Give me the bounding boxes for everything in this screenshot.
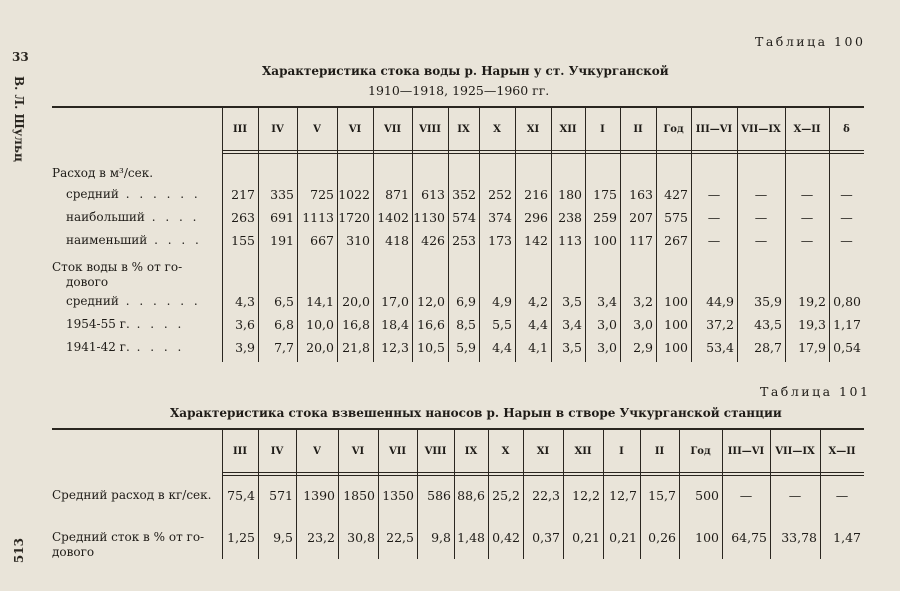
table-100-cell: —	[840, 233, 853, 248]
table-100-cell: 17,0	[381, 294, 409, 309]
table-100-cell: 19,2	[798, 294, 826, 309]
table-101-cell: 0,26	[648, 530, 676, 545]
table-101-cell: 25,2	[492, 488, 520, 503]
table-100-cell: 259	[593, 210, 617, 225]
table-100-cell: 217	[231, 187, 255, 202]
table-100-cell: 3,5	[562, 340, 582, 355]
table-101-cell: —	[739, 488, 753, 503]
table-100-title: Характеристика стока воды р. Нарын у ст. Учкурганской	[262, 64, 669, 78]
table-101-cell: —	[835, 488, 849, 503]
table-101-column-header: Год	[690, 446, 711, 457]
table-100-cell: 6,9	[456, 294, 476, 309]
table-100-cell: 253	[452, 233, 476, 248]
table-100-cell: 352	[452, 187, 476, 202]
table-101-column-header: III	[232, 446, 248, 457]
table-100-cell: 871	[385, 187, 409, 202]
table-100-top-rule	[52, 106, 864, 108]
table-101-cell: 88,6	[457, 488, 485, 503]
table-100-row-label	[66, 210, 199, 224]
table-100-cell: 216	[524, 187, 548, 202]
table-100-column-header: V	[313, 124, 321, 135]
table-100-cell: 1022	[338, 187, 370, 202]
table-100-cell: 725	[310, 187, 334, 202]
table-100-group-label-runoff: Сток воды в % от го-	[52, 260, 183, 274]
table-101-row-label-cont: дового	[52, 545, 95, 559]
table-101-cell: 12,2	[572, 488, 600, 503]
table-100-cell: 12,3	[381, 340, 409, 355]
table-100-cell: 20,0	[342, 294, 370, 309]
table-101-cell: 30,8	[347, 530, 375, 545]
table-101-header-rule	[222, 472, 864, 476]
table-100-row-label	[66, 294, 201, 308]
table-100-cell: —	[800, 233, 814, 248]
table-101-cell: 75,4	[227, 488, 255, 503]
table-101-column-header: I	[619, 446, 624, 457]
table-101-top-rule	[52, 428, 864, 430]
table-100-cell: 5,9	[456, 340, 476, 355]
table-100-column-header: II	[633, 124, 643, 135]
table-100-cell: 155	[231, 233, 255, 248]
table-101-column-header: VII—IX	[775, 446, 815, 457]
table-100-group-label-runoff-2: дового	[66, 275, 109, 289]
table-100-cell: 2,9	[633, 340, 653, 355]
table-100-cell: 3,0	[597, 340, 617, 355]
table-101-column-header: VI	[351, 446, 365, 457]
table-100-cell: —	[754, 210, 768, 225]
table-100-cell: 3,0	[633, 317, 653, 332]
table-101-column-header: V	[313, 446, 321, 457]
row-label-leader-dots: . . . . . .	[118, 294, 201, 308]
table-101-column-header: XI	[536, 446, 550, 457]
table-100-cell: 6,5	[274, 294, 294, 309]
table-100-header-rule	[222, 150, 864, 154]
table-100-cell: 6,8	[274, 317, 294, 332]
row-label-leader-dots: . . . . . .	[118, 187, 201, 201]
table-100-column-header: III—VI	[695, 124, 733, 135]
table-100-subtitle: 1910—1918, 1925—1960 гг.	[368, 83, 550, 98]
table-100-cell: 12,0	[417, 294, 445, 309]
table-101-cell: 500	[695, 488, 719, 503]
table-101-cell: 100	[695, 530, 719, 545]
table-100-row-label	[66, 187, 201, 201]
table-100-cell: 14,1	[306, 294, 334, 309]
table-101-column-header: III—VI	[727, 446, 765, 457]
table-100-cell: 16,6	[417, 317, 445, 332]
table-100-cell: 3,2	[633, 294, 653, 309]
table-100-cell: 37,2	[706, 317, 734, 332]
table-100-column-header: X—II	[793, 124, 821, 135]
table-100-cell: 113	[558, 233, 582, 248]
table-100-column-header: I	[600, 124, 605, 135]
table-100-cell: 100	[664, 340, 688, 355]
row-label-text: наибольший	[66, 210, 145, 224]
table-101-column-header: VII	[388, 446, 407, 457]
table-100-cell: 175	[593, 187, 617, 202]
table-101-cell: 586	[427, 488, 451, 503]
row-label-text: 1954-55 г.	[66, 317, 130, 331]
table-100-row-label	[66, 317, 184, 331]
row-label-text: средний	[66, 294, 119, 308]
table-100-cell: 100	[664, 294, 688, 309]
table-100-cell: 10,0	[306, 317, 334, 332]
table-100-cell: 43,5	[754, 317, 782, 332]
table-101-cell: 1850	[343, 488, 375, 503]
table-101-cell: 571	[269, 488, 293, 503]
table-100-row-label	[66, 233, 202, 247]
table-100-cell: 1402	[377, 210, 409, 225]
table-100-column-header: XI	[526, 124, 540, 135]
table-100-cell: 207	[629, 210, 653, 225]
table-100-cell: 100	[593, 233, 617, 248]
table-100-cell: 4,4	[492, 340, 512, 355]
table-100-column-header: IX	[457, 124, 470, 135]
table-101-cell: 1,25	[227, 530, 255, 545]
table-100-cell: 20,0	[306, 340, 334, 355]
table-101-cell: 0,21	[572, 530, 600, 545]
table-100-cell: 296	[524, 210, 548, 225]
table-100-cell: 4,3	[235, 294, 255, 309]
table-100-cell: 0,80	[833, 294, 861, 309]
table-100-column-header: Год	[663, 124, 684, 135]
table-100-cell: —	[707, 187, 721, 202]
table-100-cell: 16,8	[342, 317, 370, 332]
table-101-cell: 12,7	[609, 488, 637, 503]
table-100-cell: 117	[629, 233, 653, 248]
table-100-cell: 335	[270, 187, 294, 202]
table-100-column-header: III	[232, 124, 248, 135]
table-100-cell: 191	[270, 233, 294, 248]
table-101-cell: 22,3	[532, 488, 560, 503]
table-100-cell: 691	[270, 210, 294, 225]
table-100-cell: 267	[664, 233, 688, 248]
table-100-cell: —	[840, 187, 853, 202]
row-label-text: наименьший	[66, 233, 148, 247]
table-100-cell: 4,1	[528, 340, 548, 355]
table-100-cell: 3,4	[562, 317, 582, 332]
table-101-column-header: IV	[270, 446, 284, 457]
table-100-column-header: VI	[348, 124, 362, 135]
table-100-cell: 8,5	[456, 317, 476, 332]
table-101-cell: 0,37	[532, 530, 560, 545]
table-100-cell: 100	[664, 317, 688, 332]
table-100-cell: 575	[664, 210, 688, 225]
table-100-cell: 310	[346, 233, 370, 248]
table-100-cell: 238	[558, 210, 582, 225]
table-100-cell: 10,5	[417, 340, 445, 355]
table-100-cell: 173	[488, 233, 512, 248]
table-100-column-header: IV	[271, 124, 284, 135]
table-100-caption: Таблица 100	[755, 34, 866, 49]
table-100-cell: 3,0	[597, 317, 617, 332]
table-100-cell: 1130	[413, 210, 445, 225]
table-100-cell: 4,2	[528, 294, 548, 309]
table-100-cell: —	[707, 210, 721, 225]
table-100-cell: 5,5	[492, 317, 512, 332]
table-100-column-header: VII—IX	[741, 124, 781, 135]
table-100-cell: 1720	[338, 210, 370, 225]
row-label-leader-dots: . . . .	[147, 233, 202, 247]
table-100-cell: 613	[421, 187, 445, 202]
author-running-head: В. Л. Шульц	[12, 76, 26, 162]
table-100-cell: 163	[629, 187, 653, 202]
table-101-cell: 9,5	[273, 530, 293, 545]
table-100-cell: 53,4	[706, 340, 734, 355]
table-100-column-header: VIII	[419, 124, 441, 135]
table-100-cell: 418	[385, 233, 409, 248]
table-100-cell: 1113	[302, 210, 334, 225]
row-label-leader-dots: . . . .	[144, 210, 200, 224]
table-100-cell: 4,9	[492, 294, 512, 309]
table-101-column-header: X	[501, 446, 510, 457]
table-100-cell: 574	[452, 210, 476, 225]
table-101-cell: 22,5	[386, 530, 414, 545]
table-101-row-label: Средний сток в % от го-	[52, 530, 205, 544]
table-100-cell: 19,3	[798, 317, 826, 332]
table-100-cell: 35,9	[754, 294, 782, 309]
table-101-column-header: VIII	[424, 446, 447, 457]
table-100-group-label-discharge: Расход в м³/сек.	[52, 166, 154, 180]
table-100-column-header: XII	[559, 124, 577, 135]
table-101-title: Характеристика стока взвешенных наносов р. Нарын в створе Учкурганской станции	[170, 406, 782, 420]
page-number-bottom: 513	[12, 538, 26, 564]
table-100-cell: —	[754, 233, 768, 248]
table-100-cell: 3,9	[235, 340, 255, 355]
table-100-cell: 180	[558, 187, 582, 202]
table-100-row-label	[66, 340, 184, 354]
table-100-cell: 263	[231, 210, 255, 225]
row-label-text: средний	[66, 187, 119, 201]
table-100-cell: —	[800, 187, 814, 202]
page-number-top: 33	[12, 50, 29, 64]
table-101-cell: 0,42	[492, 530, 520, 545]
table-100-cell: 44,9	[706, 294, 734, 309]
table-100-cell: 17,9	[798, 340, 826, 355]
table-101-cell: 1,48	[457, 530, 485, 545]
table-101-cell: 64,75	[731, 530, 767, 545]
table-100-cell: —	[840, 210, 853, 225]
table-101-row-label: Средний расход в кг/сек.	[52, 488, 212, 502]
table-100-cell: —	[800, 210, 814, 225]
table-100-cell: 1,17	[833, 317, 861, 332]
table-100-cell: 667	[310, 233, 334, 248]
table-100-cell: 18,4	[381, 317, 409, 332]
table-101-cell: 1390	[303, 488, 335, 503]
table-100-cell: 427	[664, 187, 688, 202]
table-100-cell: 28,7	[754, 340, 782, 355]
table-100-cell: —	[754, 187, 768, 202]
table-100-cell: 426	[421, 233, 445, 248]
table-100-column-header: VII	[383, 124, 402, 135]
table-100-cell: 4,4	[528, 317, 548, 332]
table-101-cell: 1,47	[833, 530, 861, 545]
table-100-cell: 3,5	[562, 294, 582, 309]
table-100-cell: 374	[488, 210, 512, 225]
table-101-cell: 15,7	[648, 488, 676, 503]
table-100-cell: 0,54	[833, 340, 861, 355]
table-100-cell: 21,8	[342, 340, 370, 355]
table-101-cell: 0,21	[609, 530, 637, 545]
row-label-text: 1941-42 г.	[66, 340, 130, 354]
row-label-leader-dots: . . . .	[129, 340, 185, 354]
table-100-column-header: δ	[843, 124, 850, 135]
table-101-column-header: X—II	[828, 446, 856, 457]
table-100-column-header: X	[493, 124, 501, 135]
table-101-cell: —	[788, 488, 802, 503]
table-101-cell: 9,8	[431, 530, 451, 545]
table-101-column-header: II	[654, 446, 665, 457]
table-101-caption: Таблица 101	[760, 384, 871, 399]
table-101-column-header: XII	[574, 446, 592, 457]
table-100-cell: —	[707, 233, 721, 248]
table-100-cell: 7,7	[274, 340, 294, 355]
row-label-leader-dots: . . . .	[129, 317, 185, 331]
table-100-cell: 252	[488, 187, 512, 202]
table-100-cell: 3,6	[235, 317, 255, 332]
table-101-cell: 1350	[382, 488, 414, 503]
table-101-cell: 23,2	[307, 530, 335, 545]
table-101-cell: 33,78	[781, 530, 817, 545]
table-101-column-header: IX	[464, 446, 478, 457]
table-100-cell: 3,4	[597, 294, 617, 309]
table-100-cell: 142	[524, 233, 548, 248]
